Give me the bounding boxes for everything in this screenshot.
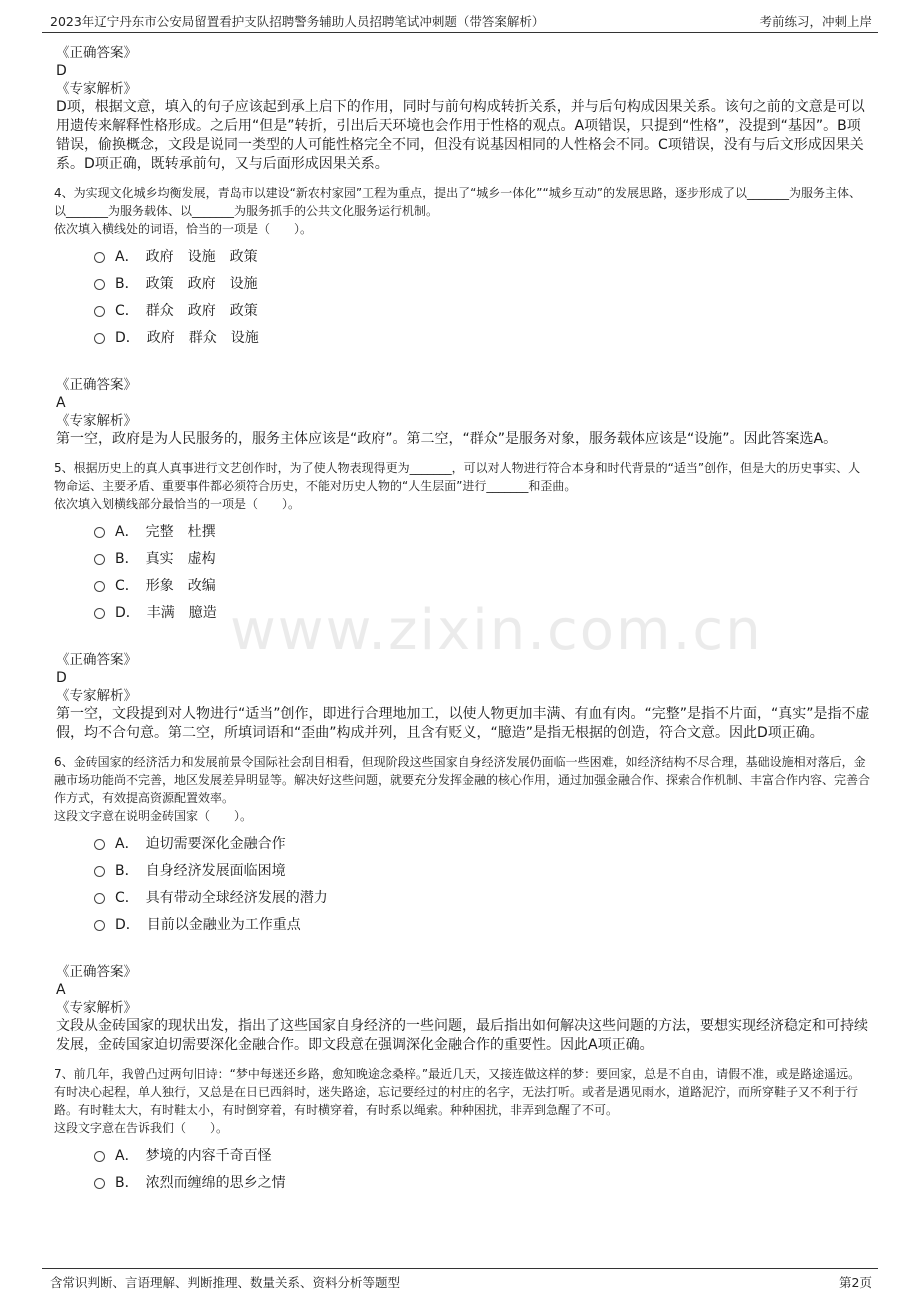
question-7 [54, 1065, 872, 1195]
radio-icon[interactable] [94, 333, 105, 344]
q3-answer-section [54, 44, 872, 174]
question-prompt: 依次填入划横线部分最恰当的一项是（ ）。 [54, 497, 301, 511]
option-a[interactable]: A． 完整 杜撰 [94, 517, 872, 544]
option-b[interactable]: B． 浓烈而缠绵的思乡之情 [94, 1168, 872, 1195]
option-d[interactable]: D． 政府 群众 设施 [94, 323, 872, 350]
question-6 [54, 753, 872, 1055]
radio-icon[interactable] [94, 581, 105, 592]
question-text: 5、根据历史上的真人真事进行文艺创作时，为了使人物表现得更为_______，可以对人物进行符合本身和时代背景的“适当”创作，但是大的历史事实、人物命运、主要矛盾、重要事件都必须符合历史，不能对历史人物的“人生层面”进行_______和歪曲。 [54, 461, 861, 493]
explanation-text: 第一空，政府是为人民服务的，服务主体应该是“政府”。第二空，“群众”是服务对象，服务载体应该是“设施”。因此答案选A。 [56, 431, 838, 447]
explanation-label: 《专家解析》 [56, 688, 137, 704]
radio-icon[interactable] [94, 252, 105, 263]
explanation-text: D项，根据文意，填入的句子应该起到承上启下的作用，同时与前句构成转折关系，并与后句构成因果关系。该句之前的文意是可以用遗传来解释性格形成。之后用“但是”转折，引出后天环境也会作用于性格的观点。A项错误，只提到“性格”，没提到“基因”。B项错误，偷换概念，文段是说同一类型的人可能性格完全不同，但没有说基因相同的人性格会不同。C项错误，没有与后文形成因果关系。D项正确，既转承前句，又与后面形成因果关系。 [56, 99, 865, 172]
radio-icon[interactable] [94, 920, 105, 931]
question-prompt: 这段文字意在说明金砖国家（ ）。 [54, 809, 253, 823]
answer-label: 《正确答案》 [56, 652, 137, 668]
answer-value: A [56, 395, 66, 411]
explanation-text: 文段从金砖国家的现状出发，指出了这些国家自身经济的一些问题，最后指出如何解决这些问题的方法，要想实现经济稳定和可持续发展，金砖国家迫切需要深化金融合作。即文段意在强调深化金融合作的重要性。因此A项正确。 [56, 1018, 868, 1053]
option-b[interactable]: B． 政策 政府 设施 [94, 269, 872, 296]
explanation-text: 第一空，文段提到对人物进行“适当”创作，即进行合理地加工，以使人物更加丰满、有血有肉。“完整”是指不片面，“真实”是指不虚假，均不合句意。第二空，所填词语和“歪曲”构成并列，且含有贬义，“臆造”是指无根据的创造，符合文意。因此D项正确。 [56, 706, 870, 741]
question-5 [54, 459, 872, 743]
answer-value: D [56, 63, 67, 79]
header-slogan: 考前练习，冲刺上岸 [759, 14, 872, 29]
option-d[interactable]: D． 目前以金融业为工作重点 [94, 910, 872, 937]
answer-value: A [56, 982, 66, 998]
radio-icon[interactable] [94, 608, 105, 619]
option-d[interactable]: D． 丰满 臆造 [94, 598, 872, 625]
radio-icon[interactable] [94, 527, 105, 538]
option-a[interactable]: A． 梦境的内容千奇百怪 [94, 1141, 872, 1168]
answer-label: 《正确答案》 [56, 964, 137, 980]
option-list [94, 1141, 872, 1195]
answer-label: 《正确答案》 [56, 45, 137, 61]
explanation-label: 《专家解析》 [56, 81, 137, 97]
question-text: 4、为实现文化城乡均衡发展，青岛市以建设“新农村家园”工程为重点，提出了“城乡一体化”“城乡互动”的发展思路，逐步形成了以_______为服务主体、以_______为服务载体、以_______为服务抓手的公共文化服务运行机制。 [54, 186, 861, 218]
radio-icon[interactable] [94, 1178, 105, 1189]
option-c[interactable]: C． 具有带动全球经济发展的潜力 [94, 883, 872, 910]
radio-icon[interactable] [94, 279, 105, 290]
radio-icon[interactable] [94, 893, 105, 904]
question-prompt: 依次填入横线处的词语，恰当的一项是（ ）。 [54, 222, 313, 236]
explanation-label: 《专家解析》 [56, 1000, 137, 1016]
radio-icon[interactable] [94, 1151, 105, 1162]
radio-icon[interactable] [94, 306, 105, 317]
option-list [94, 517, 872, 625]
option-b[interactable]: B． 自身经济发展面临困境 [94, 856, 872, 883]
page-header [42, 10, 878, 33]
question-4 [54, 184, 872, 449]
footer-note: 含常识判断、言语理解、判断推理、数量关系、资料分析等题型 [50, 1275, 401, 1290]
page-content [54, 44, 872, 1195]
page-number: 第2页 [839, 1275, 872, 1290]
option-c[interactable]: C． 形象 改编 [94, 571, 872, 598]
question-text: 6、金砖国家的经济活力和发展前景令国际社会刮目相看，但现阶段这些国家自身经济发展仍面临一些困难，如经济结构不尽合理，基础设施相对落后，金融市场功能尚不完善，地区发展差异明显等。解决好这些问题，就要充分发挥金融的核心作用，通过加强金融合作、探索合作机制、丰富合作内容、完善合作方式，有效提高资源配置效率。 [54, 755, 871, 805]
radio-icon[interactable] [94, 554, 105, 565]
watermark: www.zixin.com.cn [230, 598, 763, 663]
option-list [94, 242, 872, 350]
radio-icon[interactable] [94, 866, 105, 877]
option-a[interactable]: A． 迫切需要深化金融合作 [94, 829, 872, 856]
page-footer [42, 1268, 878, 1293]
question-prompt: 这段文字意在告诉我们（ ）。 [54, 1121, 229, 1135]
option-c[interactable]: C． 群众 政府 政策 [94, 296, 872, 323]
explanation-label: 《专家解析》 [56, 413, 137, 429]
radio-icon[interactable] [94, 839, 105, 850]
option-a[interactable]: A． 政府 设施 政策 [94, 242, 872, 269]
answer-value: D [56, 670, 67, 686]
question-text: 7、前几年，我曾凸过两句旧诗：“梦中每迷还乡路，愈知晚途念桑梓。”最近几天，又接连做这样的梦：要回家，总是不自由，请假不准，或是路途遥远。有时决心起程，单人独行，又总是在日已西斜时，迷失路途，忘记要经过的村庄的名字，无法打听。或者是遇见雨水，道路泥泞，而所穿鞋子又不利于行路。有时鞋太大，有时鞋太小，有时倒穿着，有时横穿着，有时系以绳索。种种困扰，非弄到急醒了不可。 [54, 1067, 861, 1117]
answer-label: 《正确答案》 [56, 377, 137, 393]
option-b[interactable]: B． 真实 虚构 [94, 544, 872, 571]
option-list [94, 829, 872, 937]
document-title: 2023年辽宁丹东市公安局留置看护支队招聘警务辅助人员招聘笔试冲刺题（带答案解析） [50, 14, 545, 29]
